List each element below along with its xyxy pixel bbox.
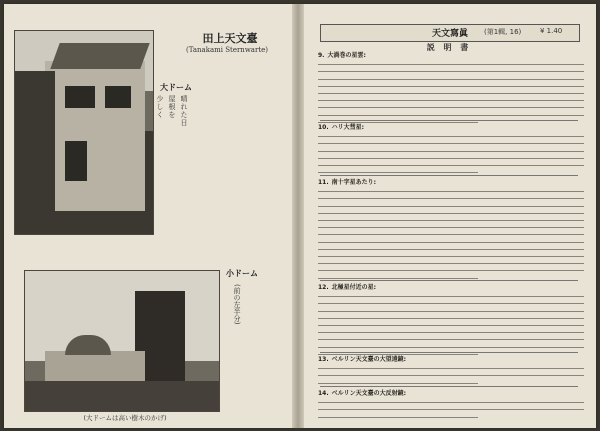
text-line	[318, 322, 584, 329]
text-line	[318, 111, 584, 118]
text-line	[318, 293, 584, 300]
section-body	[318, 365, 584, 387]
text-line	[318, 97, 584, 104]
section-number: 14.	[318, 390, 329, 397]
section-number: 9.	[318, 52, 325, 59]
text-line	[318, 307, 584, 314]
text-line	[318, 133, 584, 140]
text-line	[318, 336, 584, 343]
photo-caption: (大ドームは高い樹木のかげ)	[83, 414, 167, 422]
section-number: 11.	[318, 179, 329, 186]
dome-caption-line: 屋根を	[168, 95, 176, 119]
text-line	[318, 83, 584, 90]
section-title: 南十字星あたり:	[331, 179, 377, 186]
section-11	[318, 179, 584, 281]
section-divider	[320, 386, 578, 387]
observatory-building-photo	[14, 30, 154, 235]
section-body	[318, 399, 584, 421]
text-line	[318, 68, 584, 75]
text-line	[318, 413, 478, 420]
text-line	[318, 238, 584, 245]
header-title: 天文寫眞	[432, 29, 469, 39]
section-title: ハリ大彗星:	[331, 124, 365, 131]
text-line	[318, 315, 584, 322]
section-body	[318, 293, 584, 358]
text-line	[318, 155, 584, 162]
section-title: ベルリン天文臺の大望遠鏡:	[331, 356, 407, 363]
section-body	[318, 61, 584, 126]
text-line	[318, 329, 584, 336]
text-line	[318, 231, 584, 238]
text-line	[318, 104, 584, 111]
section-divider	[320, 120, 578, 121]
section-10	[318, 124, 584, 176]
text-line	[318, 267, 584, 274]
text-line	[318, 162, 584, 169]
text-line	[318, 210, 584, 217]
book-gutter	[292, 4, 304, 428]
section-body	[318, 188, 584, 281]
section-body	[318, 133, 584, 176]
text-line	[318, 343, 584, 350]
explanation-heading: 説 明 書	[426, 43, 472, 52]
text-line	[318, 75, 584, 82]
header-subtitle: (第1輯, 16)	[484, 28, 522, 36]
text-line	[318, 372, 584, 379]
text-line	[318, 188, 584, 195]
text-line	[318, 246, 584, 253]
text-line	[318, 217, 584, 224]
section-title: 大渦巻の星雲:	[327, 52, 366, 59]
section-title: ベルリン天文臺の大反射鏡:	[331, 390, 407, 397]
section-number: 13.	[318, 356, 329, 363]
section-divider	[320, 175, 578, 176]
text-line	[318, 61, 584, 68]
text-line	[318, 140, 584, 147]
section-12	[318, 284, 584, 358]
section-number: 12.	[318, 284, 329, 291]
text-line	[318, 300, 584, 307]
text-line	[318, 365, 584, 372]
text-line	[318, 253, 584, 260]
small-dome-photo	[24, 270, 220, 412]
text-line	[318, 224, 584, 231]
section-divider	[320, 280, 578, 281]
section-title: 北極星付近の星:	[331, 284, 377, 291]
small-dome-caption: (前の左半分)	[233, 284, 241, 325]
text-line	[318, 195, 584, 202]
text-line	[318, 406, 584, 413]
header-price: ¥ 1.40	[540, 27, 563, 35]
text-line	[318, 147, 584, 154]
text-line	[318, 399, 584, 406]
station-subtitle: (Tanakami Sternwarte)	[185, 46, 269, 54]
section-13	[318, 356, 584, 387]
section-divider	[320, 352, 578, 353]
section-9	[318, 52, 584, 126]
section-14	[318, 390, 584, 421]
station-title: 田上天文臺	[202, 32, 258, 45]
text-line	[318, 202, 584, 209]
small-dome-label: 小ドーム	[226, 269, 258, 278]
dome-label: 大ドーム	[160, 83, 192, 92]
text-line	[318, 90, 584, 97]
dome-caption-line: 少しく	[156, 95, 164, 119]
text-line	[318, 260, 584, 267]
dome-caption-line: 晴れた日	[180, 95, 188, 127]
section-number: 10.	[318, 124, 329, 131]
